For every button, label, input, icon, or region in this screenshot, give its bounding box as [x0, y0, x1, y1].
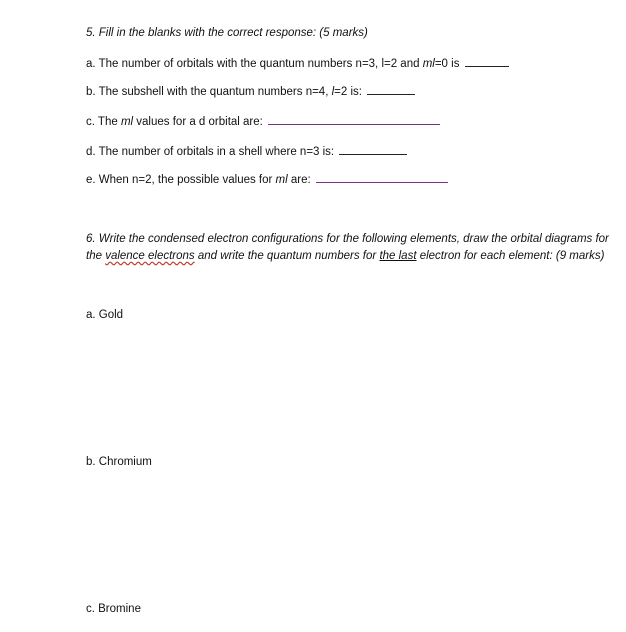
q5e-answer-blank[interactable] [316, 172, 448, 183]
q5d-prompt [86, 144, 407, 159]
q5c-text-1: c. The [86, 116, 121, 128]
q5b-text-1: b. The subshell with the quantum numbers n=4, [86, 86, 332, 98]
q5e-text-1: e. When n=2, the possible values for [86, 174, 276, 186]
q6b-answer-area[interactable] [86, 473, 606, 593]
q5c-text-2: values for a d orbital are: [133, 116, 267, 128]
q5d-text: d. The number of orbitals in a shell where n=3 is: [86, 146, 338, 158]
q6b-label: b. Chromium [86, 456, 152, 468]
q6a-answer-area[interactable] [86, 326, 606, 446]
q6c-label: c. Bromine [86, 603, 141, 615]
q5a-text-2: =0 is [434, 58, 463, 70]
q5e-text-2: are: [287, 174, 314, 186]
q6-heading-line2-mid: and write the quantum numbers for [194, 250, 380, 262]
q5d-answer-blank[interactable] [339, 144, 407, 155]
q6-heading-valence-electrons: valence electrons [105, 250, 195, 262]
q5a-answer-blank[interactable] [465, 56, 509, 67]
q6-heading-line1: 6. Write the condensed electron configurations for the following elements, draw the orbital diagrams for [86, 233, 609, 245]
q5c-ml: ml [120, 116, 134, 128]
q6-heading-line2-post: electron for each element: (9 marks) [416, 250, 605, 262]
q5a-text-1: a. The number of orbitals with the quantum numbers n=3, l=2 and [86, 58, 423, 70]
q5b-answer-blank[interactable] [367, 84, 415, 95]
q5b-l: l [331, 86, 335, 98]
q5c-prompt [86, 114, 440, 129]
q6-heading-line2-pre: the [86, 250, 106, 262]
q5-heading: 5. Fill in the blanks with the correct response: (5 marks) [86, 27, 368, 39]
q6-heading-line2 [86, 249, 604, 263]
q5e-ml: ml [275, 174, 288, 186]
q5c-answer-blank[interactable] [268, 114, 440, 125]
q5b-prompt [86, 84, 415, 99]
q5a-prompt [86, 56, 509, 71]
q5b-text-2: =2 is: [334, 86, 366, 98]
q6a-label: a. Gold [86, 309, 124, 321]
q6-heading-the-last: the last [379, 250, 417, 262]
q5e-prompt [86, 172, 448, 187]
q5a-ml: ml [422, 58, 435, 70]
